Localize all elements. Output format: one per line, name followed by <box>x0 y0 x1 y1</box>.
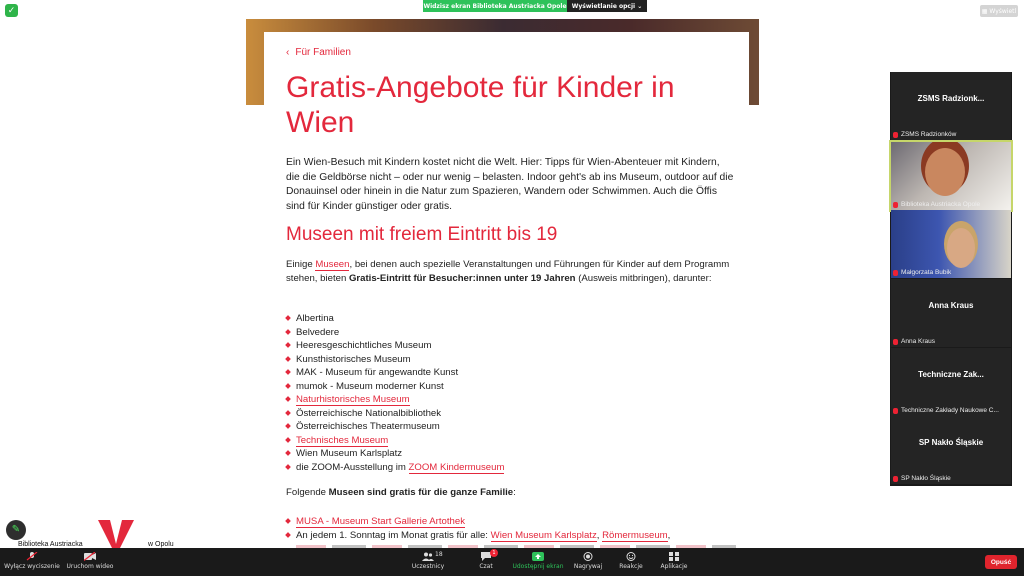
museum-name: Österreichisches Theatermuseum <box>296 421 440 432</box>
participant-label <box>893 338 935 345</box>
participant-label <box>893 407 999 414</box>
unmute-button[interactable] <box>2 548 62 576</box>
participants-icon <box>422 552 434 561</box>
participant-tile[interactable] <box>891 72 1011 140</box>
security-shield-icon[interactable]: ✓ <box>5 4 18 17</box>
breadcrumb-label: Für Familien <box>295 47 351 58</box>
list-item <box>286 447 504 461</box>
participant-label-text: ZSMS Radzionków <box>901 131 957 138</box>
p1-text-b: , bei denen auch spezielle Veranstaltungen und Führungen für Kinder auf dem Programm stehen, bieten <box>286 259 730 284</box>
reactions-label: Reakcje <box>619 563 643 570</box>
list-item <box>286 312 504 326</box>
chat-button[interactable] <box>456 548 516 576</box>
start-video-label: Uruchom wideo <box>66 563 114 570</box>
participant-label <box>893 201 980 208</box>
list-item <box>286 353 504 367</box>
list-item <box>286 380 504 394</box>
museum-prefix: die ZOOM-Ausstellung im <box>296 461 409 473</box>
leave-button[interactable]: Opuść <box>985 555 1017 569</box>
meeting-toolbar <box>0 548 1024 576</box>
share-status-bar <box>423 0 647 12</box>
participant-label <box>893 475 951 482</box>
article-card <box>264 32 749 548</box>
participant-name: SP Nakło Śląskie <box>918 438 984 447</box>
list-item <box>286 434 504 448</box>
share-screen-icon <box>532 552 544 561</box>
mic-muted-icon <box>893 408 898 414</box>
wien-museum-link[interactable]: Wien Museum Karlsplatz <box>490 530 597 541</box>
family-list <box>286 515 670 543</box>
museum-name: Belvedere <box>296 326 340 338</box>
museum-name: Albertina <box>296 313 334 324</box>
participant-label <box>893 131 956 138</box>
museum-name: Kunsthistorisches Museum <box>296 353 411 365</box>
list-item <box>286 366 504 380</box>
share-screen-label: Udostępnij ekran <box>512 563 564 570</box>
participant-label-text: Anna Kraus <box>901 338 935 345</box>
apps-icon <box>668 552 680 561</box>
presenter-logo <box>96 518 136 550</box>
participants-panel <box>890 72 1012 486</box>
list-item <box>286 339 504 353</box>
view-options-button[interactable] <box>567 0 647 12</box>
record-icon <box>582 552 594 561</box>
start-video-button[interactable] <box>60 548 120 576</box>
view-grid-icon: ▦ <box>981 7 988 15</box>
list-item <box>286 461 504 475</box>
family-2-sep: , <box>596 530 603 541</box>
participant-name: Techniczne Zak... <box>918 370 984 379</box>
museum-link[interactable]: Technisches Museum <box>296 434 389 446</box>
list-item <box>286 529 670 543</box>
mic-muted-icon <box>893 202 898 208</box>
museum-link[interactable]: Naturhistorisches Museum <box>296 394 410 405</box>
participant-name: ZSMS Radzionk... <box>917 94 985 103</box>
mic-muted-icon <box>893 270 898 276</box>
presenter-name-2: w Opolu <box>148 541 174 548</box>
apps-label: Aplikacje <box>660 563 688 570</box>
p1-text-a: Einige <box>286 259 316 270</box>
participant-tile-active-speaker[interactable] <box>891 142 1011 210</box>
breadcrumb[interactable] <box>286 47 351 58</box>
p2-bold: Museen sind gratis für die ganze Familie <box>328 487 514 498</box>
mic-off-icon <box>26 552 38 561</box>
family-paragraph <box>286 487 516 498</box>
record-label: Nagrywaj <box>573 563 603 570</box>
intro-paragraph: Ein Wien-Besuch mit Kindern kostet nicht die Welt. Hier: Tipps für Wien-Abenteuer mit Kindern, die die Geldbörse nicht – oder nur wenig – belasten. Indoor geht's ab ins Museum, outdoor auf die Donauinsel oder hinein in die Natur zum Spazieren, Wandern oder Schwimmen. Auch die Öffis sind für Kinder günstiger oder gratis. <box>286 157 734 212</box>
p2-text-a: Folgende <box>286 487 329 498</box>
participant-tile[interactable] <box>891 210 1011 278</box>
musa-link[interactable]: MUSA - Museum Start Gallerie Artothek <box>296 516 466 527</box>
museen-link[interactable]: Museen <box>315 259 350 270</box>
list-item <box>286 407 504 421</box>
chat-label: Czat <box>479 563 493 570</box>
family-2-end: , <box>667 530 671 541</box>
share-status-label: Widzisz ekran Biblioteka Austriacka Opole <box>423 0 567 12</box>
section-heading: Museen mit freiem Eintritt bis 19 <box>286 224 558 245</box>
participant-name: Anna Kraus <box>928 301 974 310</box>
participant-label-text: Biblioteka Austriacka Opole <box>901 201 981 208</box>
page-title: Gratis-Angebote für Kinder in Wien <box>286 71 675 139</box>
museum-name: MAK - Museum für angewandte Kunst <box>296 367 459 378</box>
participant-label-text: Techniczne Zakłady Naukowe C... <box>901 407 999 414</box>
participant-label-text: Małgorzata Bubik <box>901 269 952 276</box>
participant-label <box>893 269 951 276</box>
view-options-label: Wyświetlanie opcji <box>571 2 636 10</box>
reactions-icon <box>625 552 637 561</box>
participants-count: 18 <box>435 551 443 558</box>
participant-video <box>947 228 975 268</box>
list-item <box>286 326 504 340</box>
list-item <box>286 393 504 407</box>
family-2-text: An jedem 1. Sonntag im Monat gratis für alle: <box>296 530 491 541</box>
participant-tile[interactable] <box>891 279 1011 347</box>
roemermuseum-link[interactable]: Römermuseum <box>602 530 668 541</box>
participant-tile[interactable] <box>891 416 1011 484</box>
p2-text-b: : <box>513 487 516 498</box>
museum-name: Heeresgeschichtliches Museum <box>296 340 432 351</box>
mic-muted-icon <box>893 132 898 138</box>
unmute-label: Wyłącz wyciszenie <box>4 563 60 570</box>
museum-list <box>286 312 504 474</box>
mic-muted-icon <box>893 476 898 482</box>
participants-label: Uczestnicy <box>411 563 445 570</box>
apps-button[interactable] <box>644 548 704 576</box>
mic-muted-icon <box>893 339 898 345</box>
participant-label-text: SP Nakło Śląskie <box>901 475 951 482</box>
view-button[interactable] <box>980 5 1018 17</box>
participant-tile[interactable] <box>891 348 1011 416</box>
chevron-left-icon: ‹ <box>286 47 290 58</box>
list-item <box>286 420 504 434</box>
p1-text-c: (Ausweis mitbringen), darunter: <box>575 273 712 284</box>
museum-name: mumok - Museum moderner Kunst <box>296 380 444 392</box>
list-item <box>286 515 670 529</box>
chat-unread-badge: 1 <box>490 549 498 557</box>
museum-name: Wien Museum Karlsplatz <box>296 448 403 459</box>
museum-name: Österreichische Nationalbibliothek <box>296 407 442 419</box>
chevron-down-icon: ⌄ <box>637 2 643 10</box>
participants-button[interactable] <box>398 548 458 576</box>
presenter-name: Biblioteka Austriacka <box>18 541 83 548</box>
p1-bold: Gratis-Eintritt für Besucher:innen unter 19 Jahren <box>348 273 576 284</box>
view-button-label: Wyświetl <box>989 7 1017 15</box>
museums-paragraph <box>286 258 741 286</box>
participant-video <box>925 148 965 196</box>
annotate-pen-icon[interactable]: ✎ <box>6 520 26 540</box>
video-off-icon <box>84 552 96 561</box>
zoom-link[interactable]: ZOOM Kindermuseum <box>408 461 505 473</box>
